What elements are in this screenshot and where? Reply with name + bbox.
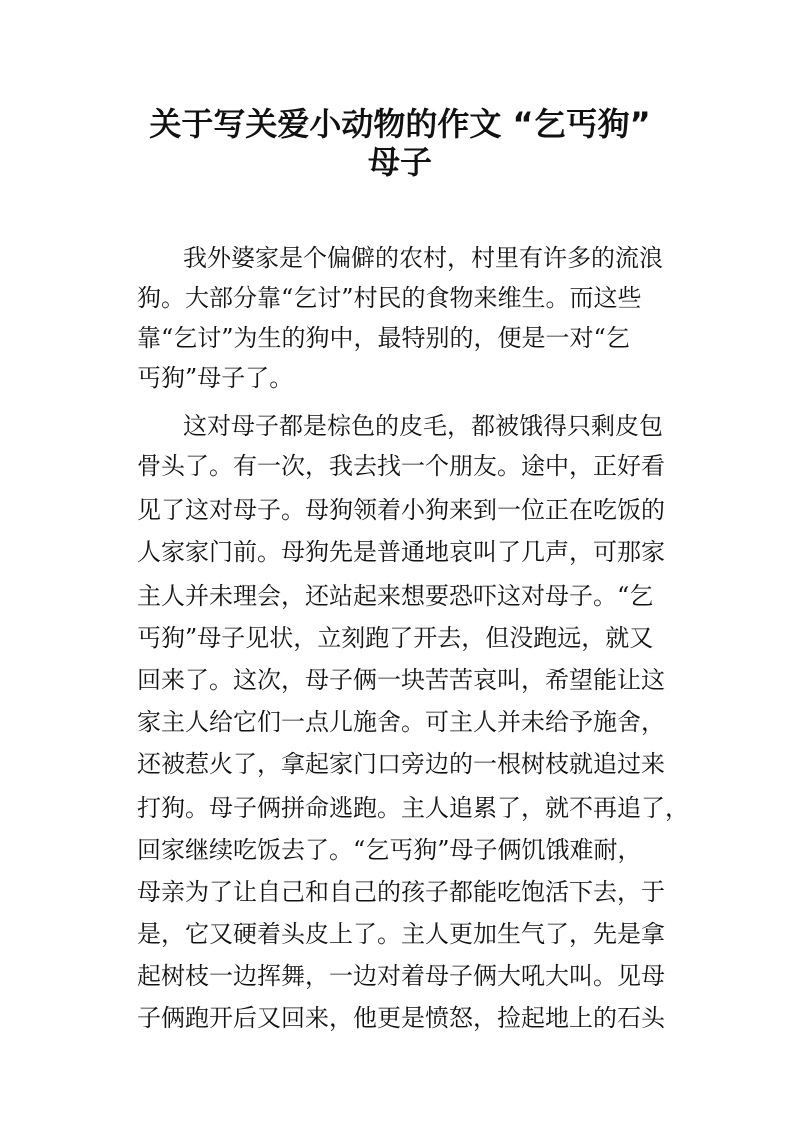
paragraph-line: 起树枝一边挥舞，一边对着母子俩大吼大叫。见母	[137, 962, 665, 990]
paragraph-line: 见了这对母子。母狗领着小狗来到一位正在吃饭的	[137, 496, 665, 524]
paragraph-line: 子俩跑开后又回来，他更是愤怒，捡起地上的石头	[137, 1004, 665, 1032]
title-line: 关于写关爱小动物的作文 “乞丐狗”	[149, 105, 651, 143]
paragraph-line: 狗。大部分靠“乞讨”村民的食物来维生。而这些	[137, 284, 642, 312]
paragraph-line: 丐狗”母子见状，立刻跑了开去，但没跑远，就又	[137, 624, 654, 652]
paragraph-line: 骨头了。有一次，我去找一个朋友。途中，正好看	[137, 452, 665, 480]
title-line: 母子	[367, 143, 432, 181]
paragraph-line: 家主人给它们一点儿施舍。可主人并未给予施舍，	[137, 708, 665, 736]
paragraph-line: 母亲为了让自己和自己的孩子都能吃饱活下去，于	[137, 878, 665, 906]
paragraph-line: 丐狗”母子了。	[137, 364, 294, 392]
paragraph-line: 回家继续吃饭去了。“乞丐狗”母子俩饥饿难耐，	[137, 836, 642, 864]
paragraph-line: 人家家门前。母狗先是普通地哀叫了几声，可那家	[137, 538, 665, 566]
paragraph-line: 这对母子都是棕色的皮毛，都被饿得只剩皮包	[183, 412, 663, 440]
paragraph-line: 是，它又硬着头皮上了。主人更加生气了，先是拿	[137, 920, 665, 948]
paragraph-line: 回来了。这次，母子俩一块苦苦哀叫，希望能让这	[137, 666, 665, 694]
paragraph-line: 打狗。母子俩拼命逃跑。主人追累了，就不再追了，	[137, 794, 689, 822]
paragraph-line: 还被惹火了，拿起家门口旁边的一根树枝就追过来	[137, 750, 665, 778]
paragraph-line: 主人并未理会，还站起来想要恐吓这对母子。“乞	[137, 582, 654, 610]
paragraph-line: 靠“乞讨”为生的狗中，最特别的，便是一对“乞	[137, 324, 630, 352]
paragraph-line: 我外婆家是个偏僻的农村，村里有许多的流浪	[183, 244, 663, 272]
